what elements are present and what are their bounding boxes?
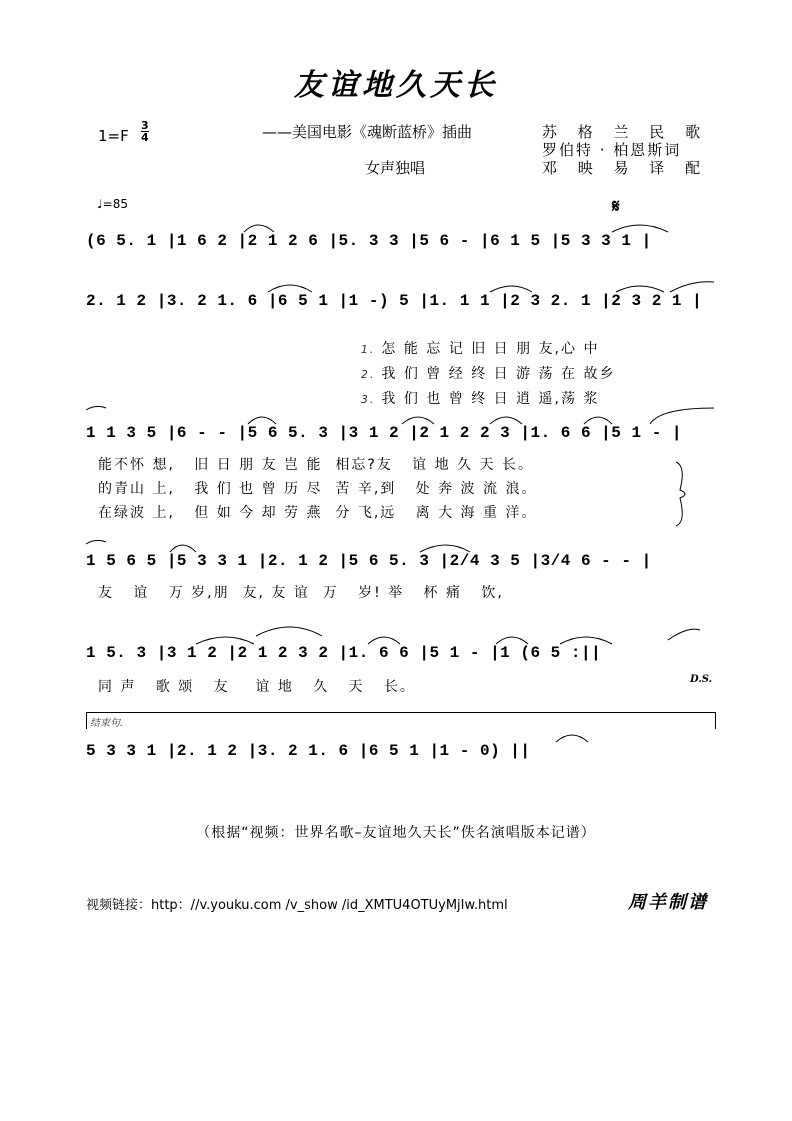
subtitle: ——美国电影《魂断蓝桥》插曲: [262, 123, 473, 141]
lyric-text: 我 们 曾 经 终 日 游 荡 在 故乡: [381, 366, 616, 382]
slur: [670, 282, 714, 292]
music-line-1: (6 5. 1 |1 6 2 |2 1 2 6 |5. 3 3 |5 6 - |6 1 5 |5 3 3 1 |: [86, 232, 652, 250]
slur: [612, 225, 668, 232]
slur: [490, 417, 522, 424]
translator-credit: 邓 映 易 译 配: [542, 159, 709, 177]
tempo-marking: ♩=85: [97, 197, 128, 211]
song-title: 友谊地久天长: [294, 68, 498, 103]
slur: [244, 225, 274, 232]
brace: [676, 462, 685, 526]
slur: [560, 637, 612, 644]
transcriber-signature: 周羊制谱: [628, 892, 708, 913]
lyric-verse-2b: 的青山 上, 我 们 也 曾 历 尽 苦 辛,到 处 奔 波 流 浪。: [98, 481, 538, 497]
lyric-chorus-2: 同 声 歌 颂 友 谊 地 久 天 长。: [98, 679, 416, 695]
lyricist-credit: 罗伯特 · 柏恩斯词: [542, 141, 682, 159]
slur: [248, 417, 276, 424]
slur: [490, 286, 532, 292]
music-line-6: 5 3 3 1 |2. 1 2 |3. 2 1. 6 |6 5 1 |1 - 0) ||: [86, 742, 531, 760]
slur: [616, 286, 664, 292]
slur: [196, 637, 254, 644]
source-note: （根据“视频：世界名歌–友谊地久天长”佚名演唱版本记谱）: [196, 825, 596, 841]
verse-number: 1.: [360, 343, 376, 356]
verse-number: 3.: [360, 393, 376, 406]
lyric-text: 我 们 也 曾 终 日 逍 遥,荡 浆: [381, 391, 600, 407]
music-line-2: 2. 1 2 |3. 2 1. 6 |6 5 1 |1 -) 5 |1. 1 1 |2 3 2. 1 |2 3 2 1 |: [86, 292, 703, 310]
lyric-text: 怎 能 忘 记 旧 日 朋 友,心 中: [381, 341, 600, 357]
slur: [668, 629, 700, 640]
slur: [256, 627, 322, 636]
slur: [402, 417, 434, 424]
music-line-4: 1 5 6 5 |5 3 3 1 |2. 1 2 |5 6 5. 3 |2/4 3 5 |3/4 6 - - |: [86, 552, 652, 570]
slur: [86, 406, 106, 410]
slur: [496, 637, 528, 644]
music-line-3: 1 1 3 5 |6 - - |5 6 5. 3 |3 1 2 |2 1 2 2 3 |1. 6 6 |5 1 - |: [86, 424, 682, 442]
lyric-chorus-1: 友 谊 万 岁,朋 友, 友 谊 万 岁! 举 杯 痛 饮,: [98, 585, 504, 601]
segno-icon: 𝄋: [612, 196, 620, 217]
slur: [268, 285, 312, 292]
video-link: 视频链接：http：//v.youku.com /v_show /id_XMTU4OTUyMjIw.html: [86, 898, 508, 913]
ds-marking: D.S.: [690, 674, 713, 685]
slur: [368, 637, 400, 644]
time-signature-bottom: 4: [141, 131, 149, 144]
slur: [556, 735, 588, 742]
slur: [650, 408, 714, 424]
performer: 女声独唱: [365, 159, 426, 177]
slur: [420, 545, 470, 552]
slur: [170, 545, 196, 552]
slur: [86, 540, 106, 544]
music-line-5: 1 5. 3 |3 1 2 |2 1 2 3 2 |1. 6 6 |5 1 - |1 (6 5 :||: [86, 644, 602, 662]
ending-label: 结束句.: [90, 718, 124, 729]
origin-credit: 苏 格 兰 民 歌: [542, 123, 709, 141]
slur: [584, 417, 612, 424]
lyric-verse-2a: 能不怀 想, 旧 日 朋 友 岂 能 相忘?友 谊 地 久 天 长。: [98, 457, 534, 473]
key-signature: 1=F: [98, 127, 129, 145]
verse-number: 2.: [360, 368, 376, 381]
time-signature-top: 3: [141, 119, 149, 132]
lyric-verse-2c: 在绿波 上, 但 如 今 却 劳 燕 分 飞,远 离 大 海 重 洋。: [98, 505, 538, 521]
